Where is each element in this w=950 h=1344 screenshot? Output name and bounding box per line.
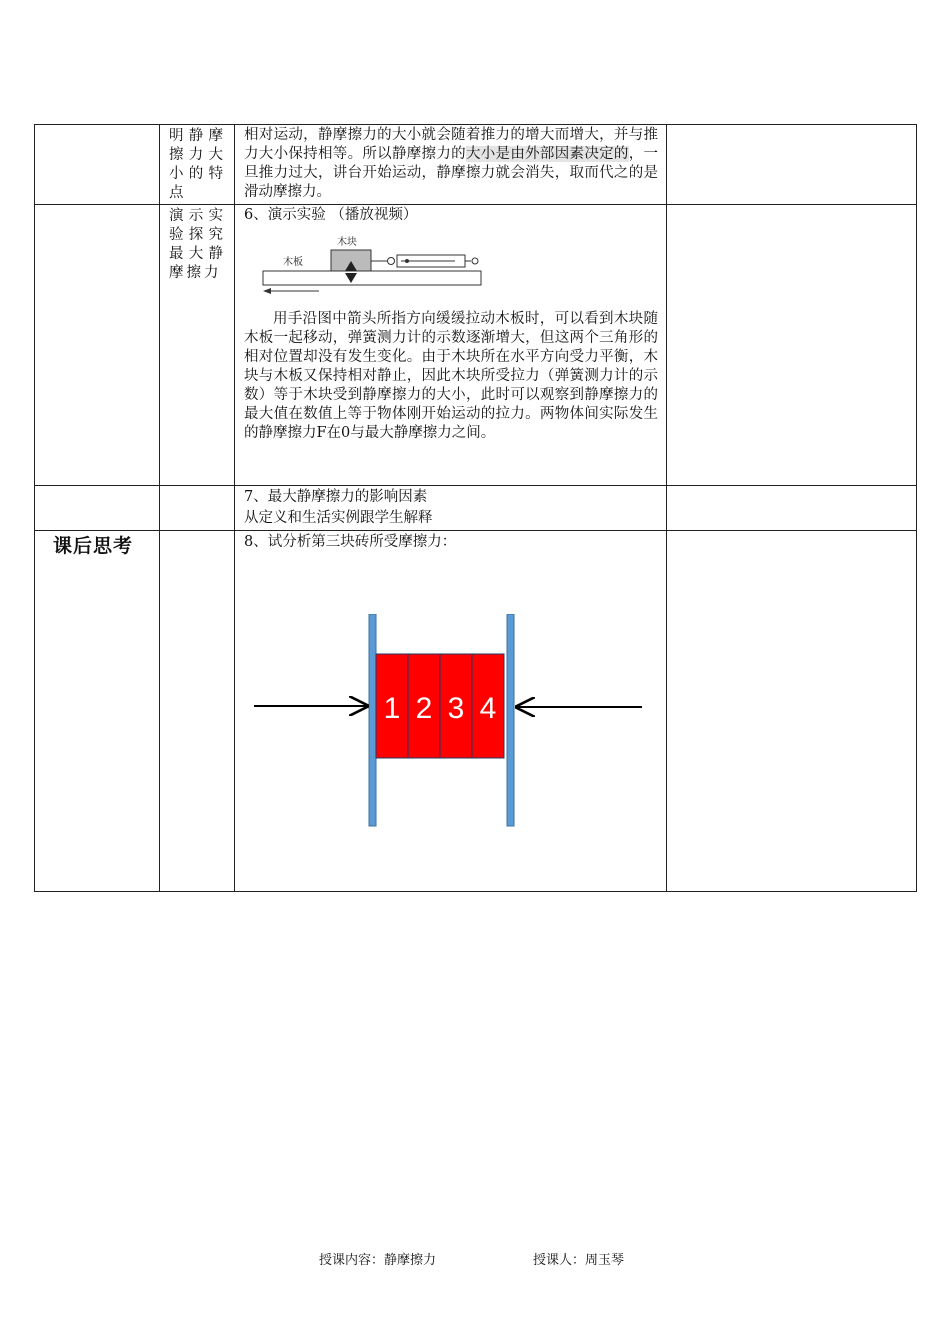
- section-cell: [35, 125, 160, 205]
- section-title: 课后思考: [53, 535, 134, 557]
- content-cell: [235, 531, 667, 892]
- brick-number-2: 2: [415, 692, 433, 725]
- content-paragraph: [235, 125, 666, 204]
- bricks-diagram: [235, 614, 665, 828]
- demo-heading: 6、演示实验 （播放视频）: [244, 207, 418, 223]
- step-label-cell: [160, 125, 235, 205]
- footer-content: 授课内容：静摩擦力: [319, 1253, 437, 1268]
- block-label: 木块: [337, 237, 357, 248]
- text-segment: 相对运动，静摩擦力的大小就会随着推力的增大而增大，并与推力大小保持相等。所以静摩擦力的: [244, 127, 658, 162]
- section-cell: [35, 486, 160, 531]
- board-label: 木板: [283, 257, 303, 268]
- notes-cell: [667, 125, 917, 205]
- step-label: 明静摩擦力大小的特点: [169, 128, 226, 201]
- brick-number-1: 1: [383, 692, 401, 725]
- table-row: [35, 486, 917, 531]
- step-label-cell: [160, 531, 235, 892]
- notes-cell: [667, 531, 917, 892]
- content-cell: [235, 125, 667, 205]
- brick-number-4: 4: [479, 692, 497, 725]
- footer-teacher: 授课人：周玉琴: [533, 1253, 625, 1268]
- highlighted-text: 大小是由: [465, 146, 526, 162]
- section-cell: [35, 531, 160, 892]
- lesson-table: [34, 124, 917, 892]
- notes-cell: [667, 205, 917, 486]
- step-label-cell: [160, 486, 235, 531]
- bricks: [376, 654, 504, 758]
- highlighted-text: 外部因素决定的: [525, 146, 629, 162]
- table-row: [35, 205, 917, 486]
- content-cell: [235, 486, 667, 531]
- experiment-diagram: [249, 233, 489, 299]
- step-label: 演示实验探究最大静摩擦力: [169, 208, 226, 281]
- step-label-cell: [160, 205, 235, 486]
- question-text: 8、试分析第三块砖所受摩擦力：: [244, 534, 457, 550]
- content-cell: [235, 205, 667, 486]
- section-cell: [35, 205, 160, 486]
- text-segment: ，一旦推力过大，讲台开始运动，静摩擦力就会消失，取而代之的是滑动摩擦力。: [244, 146, 659, 200]
- right-board: [507, 614, 514, 826]
- factor-heading: 7、最大静摩擦力的影响因素: [244, 489, 428, 505]
- table-row: [35, 125, 917, 205]
- table-row: [35, 531, 917, 892]
- demo-paragraph: 用手沿图中箭头所指方向缓缓拉动木板时，可以看到木块随木板一起移动，弹簧测力计的示数逐渐增大，但这两个三角形的相对位置却没有发生变化。由于木块所在水平方向受力平衡，木块与木板又保持相对静止，因此木块所受拉力（弹簧测力计的示数）等于木块受到静摩擦力的大小，此时可以观察到静摩擦力的最大值在数值上等于物体刚开始运动的拉力。两物体间实际发生的静摩擦力F在0与最大静摩擦力之间。: [244, 311, 658, 441]
- factor-note: 从定义和生活实例跟学生解释: [244, 510, 433, 526]
- left-board: [369, 614, 376, 826]
- brick-number-3: 3: [447, 692, 465, 725]
- notes-cell: [667, 486, 917, 531]
